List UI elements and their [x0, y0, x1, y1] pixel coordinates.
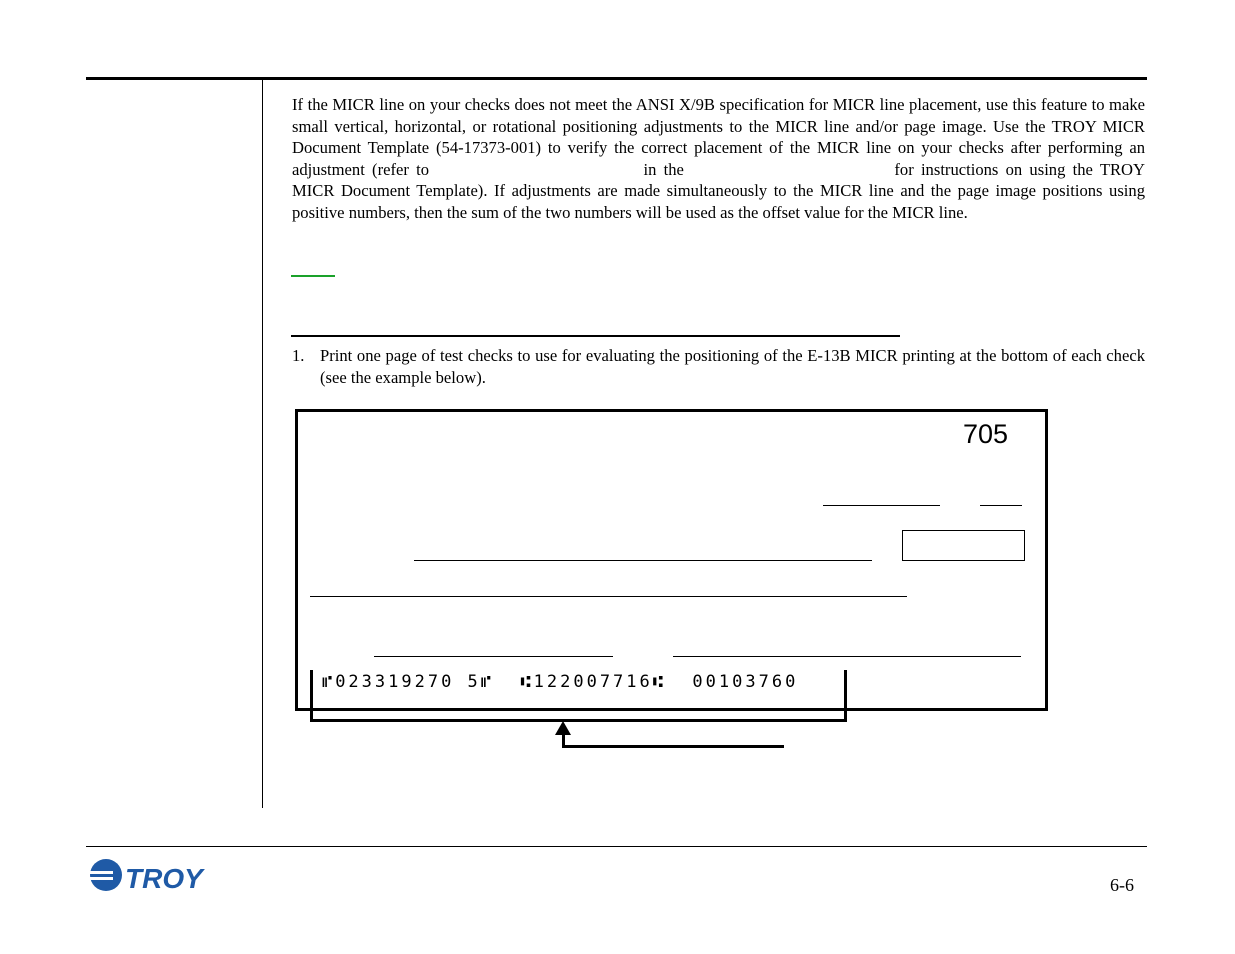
page-number: 6-6: [1110, 875, 1134, 895]
logo-text: TROY: [125, 863, 203, 894]
signature-line: [673, 656, 1021, 657]
footer-rule: [86, 846, 1147, 847]
arrow-leader: [562, 745, 784, 748]
amount-words-line: [310, 596, 907, 597]
body-text-part2: in the: [643, 159, 684, 179]
margin-rule: [262, 80, 263, 808]
amount-box: [902, 530, 1025, 561]
date-line: [823, 505, 940, 506]
step-number: 1.: [292, 346, 305, 365]
step-text: Print one page of test checks to use for evaluating the positioning of the E-13B MICR printing at the bottom of each check (see the example below).: [320, 346, 1145, 387]
troy-logo-icon: [89, 856, 214, 896]
body-text-part1: If the MICR line on your checks does not meet the ANSI X/9B specification for MICR line placement, use this feature to make small vertical, horizontal, or rotational positioning adjustments to the MICR line and/or page image. Use the TROY MICR Document Template (54-17373-001) to verify the correct placement of the MICR line on your checks after performing an adjustment (refer to: [292, 95, 1145, 179]
check-number: 705: [963, 419, 1009, 449]
section-heading-rule: [291, 335, 900, 337]
date-line-short: [980, 505, 1022, 506]
micr-bracket: [310, 670, 847, 722]
micr-line: ⑈023319270 5⑈ ⑆122007716⑆ 00103760: [322, 672, 799, 692]
memo-line: [374, 656, 613, 657]
body-text-part3: for instructions on using the TROY MICR Document Template). If adjustments are made simultaneously to the MICR line and the page image positions using positive numbers, then the sum of the two numbers will be used as the offset value for the MICR line.: [292, 159, 1145, 222]
body-paragraph: [292, 94, 1145, 224]
payee-line: [414, 560, 872, 561]
note-underline: [291, 275, 335, 277]
step-1: [292, 345, 1145, 388]
header-rule: [86, 77, 1147, 80]
